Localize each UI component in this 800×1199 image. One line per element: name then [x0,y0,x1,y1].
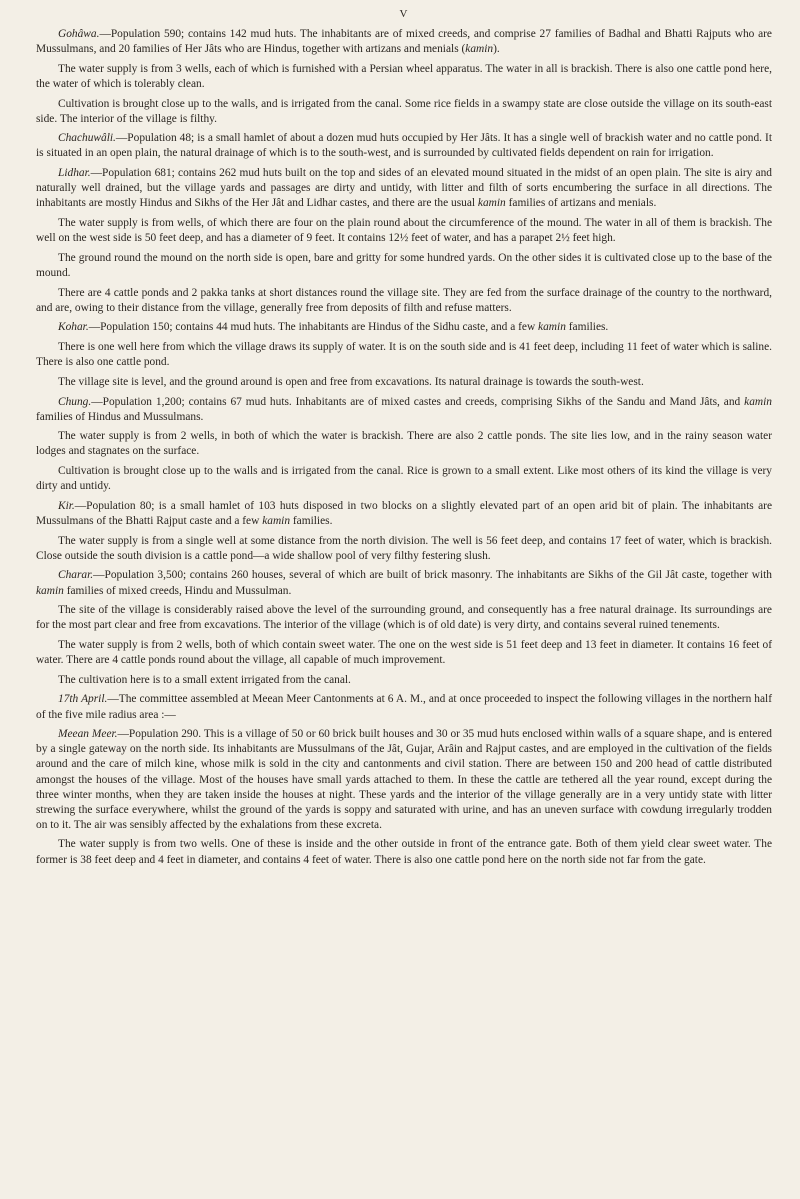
text-run: —Population 3,500; contains 260 houses, several of which are built of brick masonry. The inhabitants are Sikhs of the Gil Jât caste, together with [93,569,772,582]
text-run: Cultivation is brought close up to the walls and is irrigated from the canal. Rice is grown to a small extent. Like most others of its kind the village is very dirty and untidy. [36,465,772,493]
paragraph [36,166,772,211]
text-run: The village site is level, and the ground around is open and free from excavations. Its natural drainage is towards the south-west. [58,375,644,388]
paragraph [36,62,772,92]
text-run: —Population 290. This is a village of 50 or 60 brick built houses and 30 or 35 mud huts enclosed within walls of a square shape, and is entered by a single gateway on the north side. Its inhabitants are Mussulmans of the Jât, Gujar, Arâin and Rajput castes, and are employed in the cultivation of the fields around and the care of milch kine, whose milk is sold in the city and cantonments and civil station. There are between 150 and 200 head of cattle distributed amongst the houses of the village. Most of the houses have small yards attached to them. In these the cattle are tethered all the year round, except during the three winter months, when they are taken inside the houses at night. These yards and the interior of the village generally are in a very untidy state with litter strewing the surface everywhere, whilst the ground of the yards is soppy and saturated with urine, and has an uneven surface with cowdung irregularly trodden on to it. The air was sensibly affected by the exhalations from these excreta. [36,728,772,831]
text-run: The water supply is from wells, of which there are four on the plain round about the circumference of the mound. The water in all of them is brackish. The well on the west side is 50 feet deep, and has a diameter of 9 feet. It contains 12½ feet of water, and has a parapet 2½ feet high. [36,217,772,245]
paragraph [36,320,772,335]
paragraph [36,429,772,459]
text-run: The water supply is from 3 wells, each of which is furnished with a Persian wheel apparatus. The water in all is brackish. There is also one cattle pond here, the water of which is tolerably clean. [36,62,772,90]
italic-run: Chachuwâli. [58,132,116,145]
text-run: —Population 590; contains 142 mud huts. The inhabitants are of mixed creeds, and comprise 27 families of Badhal and Bhatti Rajputs who are Mussulmans, and 20 families of Her Jâts who are Hindus, together with artizans and menials ( [36,28,772,56]
text-run: families. [565,321,609,334]
paragraph [36,286,772,316]
paragraph [36,97,772,127]
italic-run: Gohâwa. [58,28,100,40]
italic-run: kamin [36,584,64,597]
paragraph [36,603,772,633]
text-run: The cultivation here is to a small extent irrigated from the canal. [58,673,351,686]
page-number: V [399,8,409,20]
text-run: —Population 150; contains 44 mud huts. The inhabitants are Hindus of the Sidhu caste, and a few [88,321,539,334]
text-run: ). [493,43,500,56]
text-run: families of mixed creeds, Hindu and Mussulman. [63,584,292,597]
text-run: The site of the village is considerably raised above the level of the surrounding ground, and consequently has a free natural drainage. Its surroundings are for the most part clear and free from excavations. The interior of the village (which is of old date) is very dirty, and contains several ruined tenements. [36,604,772,632]
paragraph [36,375,772,390]
italic-run: Chung. [58,395,92,408]
document-body [36,27,772,868]
text-run: —Population 48; is a small hamlet of about a dozen mud huts occupied by Her Jâts. It has a single well of brackish water and no cattle pond. It is situated in an open plain, the natural drainage of which is to the south-west, and is surrounded by cultivated fields dependent on rain for irrigation. [36,132,772,160]
italic-run: kamin [262,514,291,527]
italic-run: kamin [465,43,494,56]
text-run: The water supply is from two wells. One of these is inside and the other outside in front of the entrance gate. Both of them yield clear sweet water. The former is 38 feet deep and 4 feet in diameter, and contains 4 feet of water. There is also one cattle pond here on the north side not far from the gate. [36,838,772,866]
paragraph [36,251,772,281]
text-run: There are 4 cattle ponds and 2 pakka tanks at short distances round the village site. They are fed from the surface drainage of the country to the northward, and are, owing to their distance from the village, generally free from deposits of filth and refuse matters. [36,286,772,314]
paragraph [36,27,772,57]
paragraph [36,131,772,161]
paragraph [36,395,772,425]
paragraph [36,534,772,564]
text-run: The water supply is from 2 wells, both of which contain sweet water. The one on the west side is 51 feet deep and 13 feet in diameter. It contains 16 feet of water. There are 4 cattle ponds round about the village, all capable of much improvement. [36,638,772,667]
italic-run: Meean Meer. [58,728,118,741]
text-run: Cultivation is brought close up to the walls, and is irrigated from the canal. Some rice fields in a swampy state are close outside the village on its south-east side. The interior of the village is filthy. [36,97,772,125]
paragraph [36,673,772,688]
italic-run: kamin [744,395,772,408]
paragraph [36,568,772,598]
italic-run: 17th April. [58,693,108,706]
text-run: —Population 80; is a small hamlet of 103 huts disposed in two blocks on a slightly elevated part of an open arid bit of plain. The inhabitants are Mussulmans of the Bhatti Rajput caste and a few [36,499,772,527]
text-run: There is one well here from which the village draws its supply of water. It is on the south side and is 41 feet deep, including 11 feet of water which is saline. There is also one cattle pond. [36,341,772,369]
text-run: families of artizans and menials. [505,197,657,210]
paragraph [36,837,772,867]
text-run: The water supply is from a single well at some distance from the north division. The well is 56 feet deep, and contains 17 feet of water, which is brackish. Close outside the south division is a cattle pond—a wide shallow pool of very filthy festering slush. [36,534,772,562]
text-run: —Population 1,200; contains 67 mud huts. Inhabitants are of mixed castes and creeds, comprising Sikhs of the Sandu and Mand Jâts, and [91,395,745,408]
paragraph [36,499,772,529]
paragraph [36,340,772,370]
text-run: The water supply is from 2 wells, in both of which the water is brackish. There are also 2 cattle ponds. The site lies low, and in the rainy season water lodges and stagnates on the surface. [36,430,772,458]
text-run: families of Hindus and Mussulmans. [36,410,204,423]
text-run: —Population 681; contains 262 mud huts built on the top and sides of an elevated mound situated in the midst of an open plain. The site is airy and naturally well drained, but the village yards and passages are dirty and untidy, with litter and filth of sorts encumbering the surface in all directions. The inhabitants are mostly Hindus and Sikhs of the Her Jât and Lidhar castes, and there are the usual [36,167,772,210]
text-run: —The committee assembled at Meean Meer Cantonments at 6 A. M., and at once proceeded to inspect the following villages in the northern half of the five mile radius area :— [36,693,772,721]
paragraph [36,638,772,668]
paragraph [36,216,772,246]
text-run: families. [290,514,333,527]
paragraph [36,692,772,722]
italic-run: Charar. [58,569,94,582]
italic-run: kamin [477,197,506,210]
paragraph [36,727,772,833]
text-run: The ground round the mound on the north side is open, bare and gritty for some hundred yards. On the other sides it is cultivated close up to the base of the mound. [36,251,772,279]
italic-run: Kohar. [58,321,89,334]
paragraph [36,464,772,494]
italic-run: Lidhar. [58,167,91,180]
italic-run: Kir. [58,499,75,512]
italic-run: kamin [538,321,566,334]
